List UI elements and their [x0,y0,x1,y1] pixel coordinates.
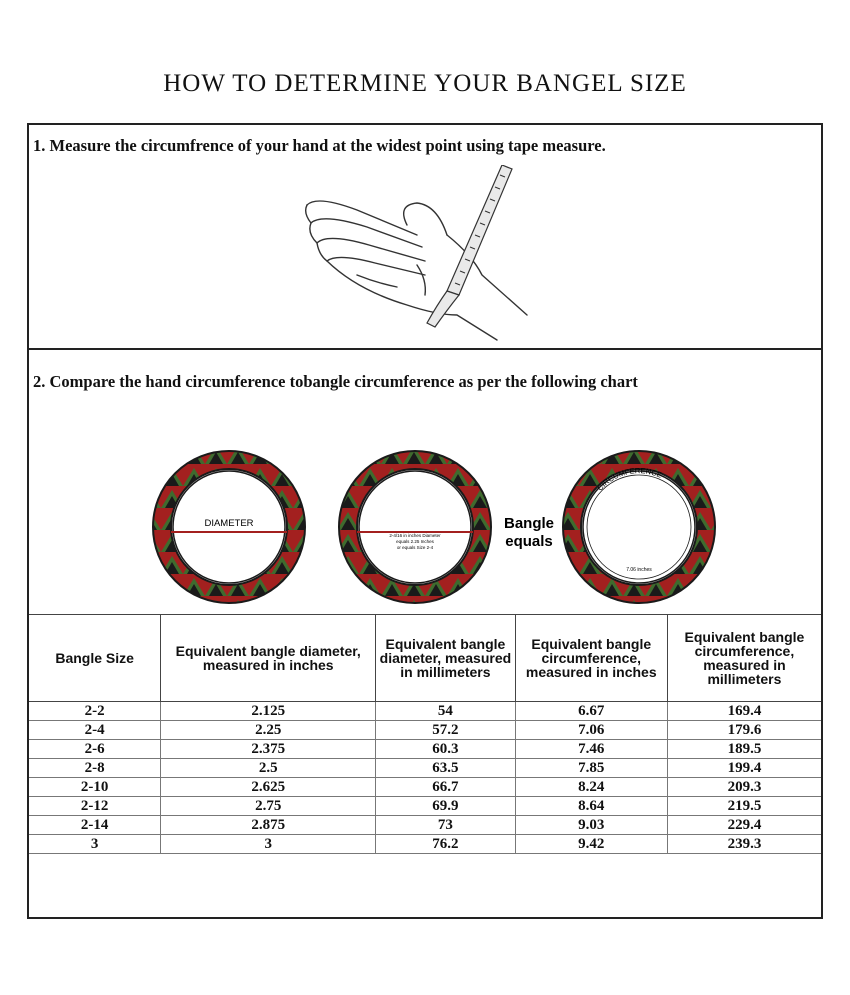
table-row [29,721,821,740]
step-1-section [29,125,821,350]
cell-diameter-in: 2.375 [161,740,376,759]
step-2-text: 2. Compare the hand circumference tobangle circumference as per the following chart [33,372,638,391]
ring-note-line-1: 2-4/16 in inches Diameter [389,533,441,538]
cell-diameter-mm: 54 [376,702,515,721]
step-1-text: 1. Measure the circumfrence of your hand at the widest point using tape measure. [33,136,606,155]
cell-diameter-in: 3 [161,835,376,854]
cell-size: 2-8 [29,759,161,778]
cell-diameter-in: 2.625 [161,778,376,797]
equals-label: equals [505,533,553,550]
hand-measuring-illustration [297,165,537,345]
cell-size: 2-6 [29,740,161,759]
cell-circumference-in: 8.24 [515,778,667,797]
ring-note-line-2: equals 2.25 Inches [396,539,434,544]
cell-size: 2-10 [29,778,161,797]
cell-circumference-in: 9.42 [515,835,667,854]
header-diameter-inches: Equivalent bangle diameter, measured in inches [161,615,376,702]
diameter-label: DIAMETER [204,518,254,529]
cell-circumference-in: 7.46 [515,740,667,759]
cell-diameter-in: 2.875 [161,816,376,835]
page-title: HOW TO DETERMINE YOUR BANGEL SIZE [163,70,687,97]
header-bangle-size: Bangle Size [29,615,161,702]
header-diameter-mm: Equivalent bangle diameter, measured in millimeters [376,615,515,702]
circumference-value-label: 7.06 inches [626,567,652,573]
header-circumference-mm: Equivalent bangle circumference, measured in millimeters [667,615,821,702]
cell-diameter-in: 2.5 [161,759,376,778]
cell-circumference-in: 7.06 [515,721,667,740]
table-row [29,740,821,759]
cell-diameter-mm: 66.7 [376,778,515,797]
cell-diameter-in: 2.125 [161,702,376,721]
cell-circumference-in: 9.03 [515,816,667,835]
header-circumference-inches: Equivalent bangle circumference, measured in inches [515,615,667,702]
bangle-ring-example [348,460,482,594]
table-row [29,835,821,854]
table-row [29,816,821,835]
bangle-ring-circumference [572,460,706,594]
table-row [29,778,821,797]
cell-diameter-in: 2.25 [161,721,376,740]
table-row [29,797,821,816]
table-header-row [29,615,821,702]
cell-circumference-mm: 189.5 [667,740,821,759]
cell-circumference-mm: 199.4 [667,759,821,778]
cell-size: 2-4 [29,721,161,740]
cell-circumference-mm: 239.3 [667,835,821,854]
cell-size: 2-12 [29,797,161,816]
cell-diameter-in: 2.75 [161,797,376,816]
cell-circumference-mm: 169.4 [667,702,821,721]
cell-circumference-in: 7.85 [515,759,667,778]
cell-circumference-mm: 219.5 [667,797,821,816]
cell-diameter-mm: 63.5 [376,759,515,778]
cell-circumference-in: 6.67 [515,702,667,721]
bangle-size-table [29,614,821,854]
ring-note-line-3: or equals Size 2-4 [396,545,434,550]
cell-size: 3 [29,835,161,854]
cell-circumference-in: 8.64 [515,797,667,816]
cell-circumference-mm: 179.6 [667,721,821,740]
cell-circumference-mm: 229.4 [667,816,821,835]
cell-circumference-mm: 209.3 [667,778,821,797]
cell-diameter-mm: 60.3 [376,740,515,759]
circumference-arc-label: CIRCUMFERENCE [595,466,664,493]
cell-size: 2-14 [29,816,161,835]
size-guide-frame [27,123,823,919]
bangle-label: Bangle [503,515,555,532]
table-row [29,702,821,721]
bangle-rings-illustration [29,420,821,620]
cell-diameter-mm: 73 [376,816,515,835]
cell-size: 2-2 [29,702,161,721]
step-2-section [29,350,821,919]
table-row [29,759,821,778]
cell-diameter-mm: 76.2 [376,835,515,854]
cell-diameter-mm: 57.2 [376,721,515,740]
cell-diameter-mm: 69.9 [376,797,515,816]
